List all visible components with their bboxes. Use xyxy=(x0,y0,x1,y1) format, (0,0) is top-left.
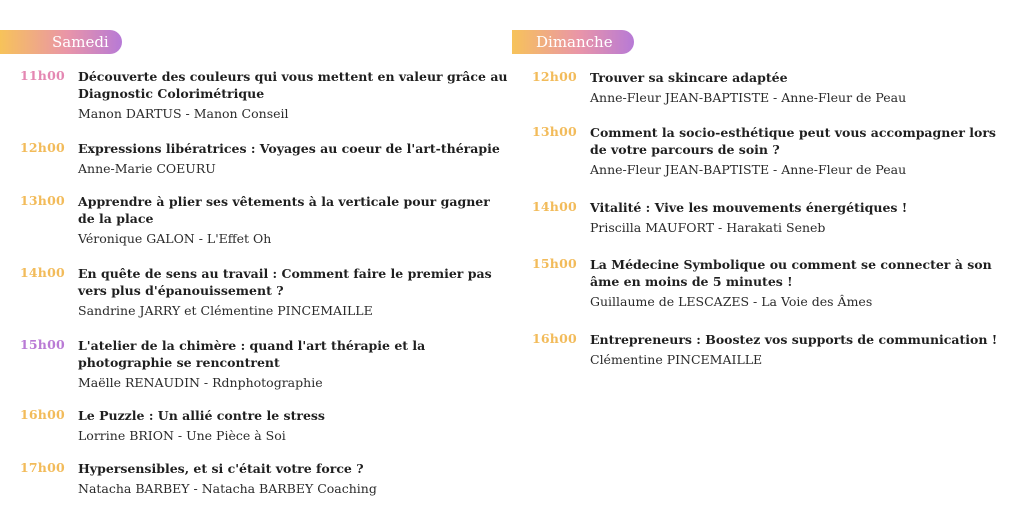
schedule-item xyxy=(532,199,1002,236)
schedule-item xyxy=(20,140,510,177)
event-time: 15h00 xyxy=(20,337,65,352)
saturday-day-label: Samedi xyxy=(0,30,122,54)
schedule-item xyxy=(532,124,1002,178)
schedule-item xyxy=(20,460,510,497)
event-speaker: Priscilla MAUFORT - Harakati Seneb xyxy=(590,220,826,235)
event-title: Le Puzzle : Un allié contre le stress xyxy=(78,408,325,423)
event-title: En quête de sens au travail : Comment faire le premier pas vers plus d'épanouissement ? xyxy=(78,266,492,298)
event-title: Trouver sa skincare adaptée xyxy=(590,70,788,85)
schedule-item xyxy=(20,407,510,444)
event-title: Vitalité : Vive les mouvements énergétiques ! xyxy=(590,200,908,215)
event-speaker: Lorrine BRION - Une Pièce à Soi xyxy=(78,428,286,443)
event-speaker: Natacha BARBEY - Natacha BARBEY Coaching xyxy=(78,481,377,496)
event-title: L'atelier de la chimère : quand l'art thérapie et la photographie se rencontrent xyxy=(78,338,426,370)
event-speaker: Guillaume de LESCAZES - La Voie des Âmes xyxy=(590,294,873,309)
event-time: 15h00 xyxy=(532,256,577,271)
event-speaker: Véronique GALON - L'Effet Oh xyxy=(78,231,272,246)
event-time: 17h00 xyxy=(20,460,65,475)
event-time: 13h00 xyxy=(20,193,65,208)
event-time: 14h00 xyxy=(532,199,577,214)
event-speaker: Clémentine PINCEMAILLE xyxy=(590,352,763,367)
schedule-item xyxy=(20,193,510,247)
event-time: 11h00 xyxy=(20,68,65,83)
event-time: 14h00 xyxy=(20,265,65,280)
event-speaker: Anne-Marie COEURU xyxy=(78,161,216,176)
event-title: La Médecine Symbolique ou comment se connecter à son âme en moins de 5 minutes ! xyxy=(590,257,992,289)
schedule-item xyxy=(532,331,1002,368)
event-time: 12h00 xyxy=(532,69,577,84)
event-time: 16h00 xyxy=(532,331,577,346)
schedule-item xyxy=(532,256,1002,310)
schedule-item xyxy=(20,337,510,391)
event-speaker: Maëlle RENAUDIN - Rdnphotographie xyxy=(78,375,323,390)
event-title: Comment la socio-esthétique peut vous accompagner lors de votre parcours de soin ? xyxy=(590,125,996,157)
event-time: 16h00 xyxy=(20,407,65,422)
event-title: Expressions libératrices : Voyages au coeur de l'art-thérapie xyxy=(78,141,500,156)
schedule-item xyxy=(20,265,510,319)
event-speaker: Manon DARTUS - Manon Conseil xyxy=(78,106,289,121)
schedule-item xyxy=(532,69,1002,106)
event-speaker: Sandrine JARRY et Clémentine PINCEMAILLE xyxy=(78,303,373,318)
event-title: Découverte des couleurs qui vous mettent en valeur grâce au Diagnostic Colorimétrique xyxy=(78,69,508,101)
event-title: Apprendre à plier ses vêtements à la verticale pour gagner de la place xyxy=(78,194,490,226)
event-time: 12h00 xyxy=(20,140,65,155)
event-title: Entrepreneurs : Boostez vos supports de communication ! xyxy=(590,332,998,347)
event-time: 13h00 xyxy=(532,124,577,139)
event-speaker: Anne-Fleur JEAN-BAPTISTE - Anne-Fleur de Peau xyxy=(590,90,907,105)
sunday-day-label: Dimanche xyxy=(512,30,634,54)
event-title: Hypersensibles, et si c'était votre force ? xyxy=(78,461,364,476)
schedule-item xyxy=(20,68,510,122)
event-speaker: Anne-Fleur JEAN-BAPTISTE - Anne-Fleur de Peau xyxy=(590,162,907,177)
